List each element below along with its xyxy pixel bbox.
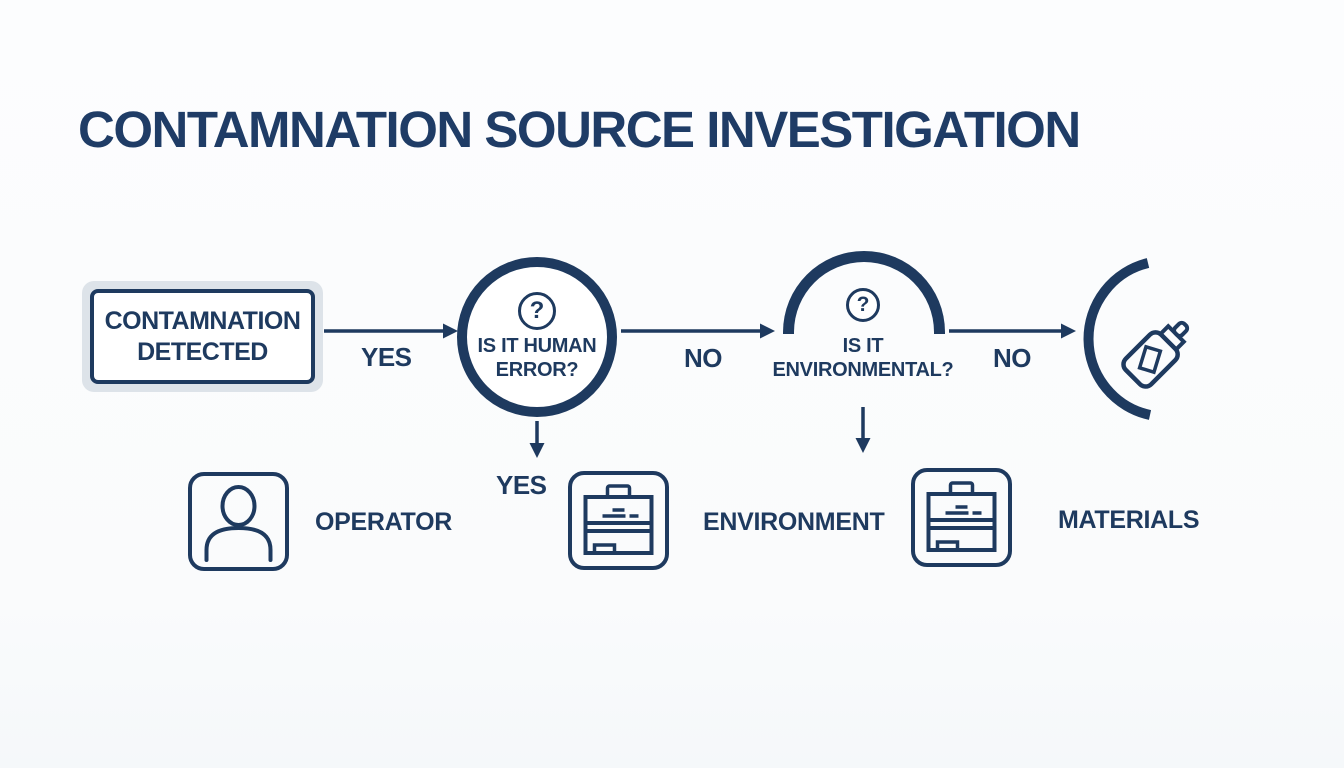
outcome-operator-label: OPERATOR	[315, 508, 452, 536]
arrow-environment-head	[856, 438, 871, 453]
outcome-environment-card	[568, 471, 669, 570]
dropper-bottle-icon	[1104, 308, 1200, 404]
arrow-no2-head	[1061, 324, 1076, 339]
decision-human-error-node	[457, 257, 617, 417]
equipment-case-icon	[572, 475, 665, 566]
page-title: CONTAMNATION SOURCE INVESTIGATION	[78, 101, 1080, 158]
edge-label-yes: YES	[361, 342, 412, 372]
start-node-line1: CONTAMNATION	[104, 307, 301, 335]
question-mark-icon	[846, 288, 880, 322]
decision-environmental-label	[763, 334, 963, 383]
question-mark-icon	[518, 292, 556, 330]
edge-label-no: NO	[993, 343, 1031, 373]
decision2-line2: ENVIRONMENTAL?	[772, 359, 954, 382]
arrow-yes2-head	[530, 443, 545, 458]
decision-human-error-label	[478, 335, 597, 382]
outcome-environment-label: ENVIRONMENT	[703, 508, 885, 536]
outcome-operator-card	[188, 472, 289, 571]
question-mark-glyph: ?	[856, 293, 870, 316]
edge-label-no: NO	[684, 343, 722, 373]
decision1-line2: ERROR?	[495, 358, 579, 381]
equipment-case-icon	[915, 472, 1008, 563]
start-node-box	[90, 289, 315, 384]
question-mark-glyph: ?	[529, 296, 545, 324]
decision1-line1: IS IT HUMAN	[477, 334, 597, 357]
outcome-materials-label: MATERIALS	[1058, 506, 1200, 534]
outcome-materials-card	[911, 468, 1012, 567]
person-icon	[192, 476, 285, 567]
decision2-line1: IS IT	[842, 335, 884, 357]
start-node-line2: DETECTED	[137, 337, 268, 366]
arrow-yes-head	[443, 324, 458, 339]
start-node	[82, 281, 323, 392]
edge-label-yes: YES	[496, 470, 547, 500]
